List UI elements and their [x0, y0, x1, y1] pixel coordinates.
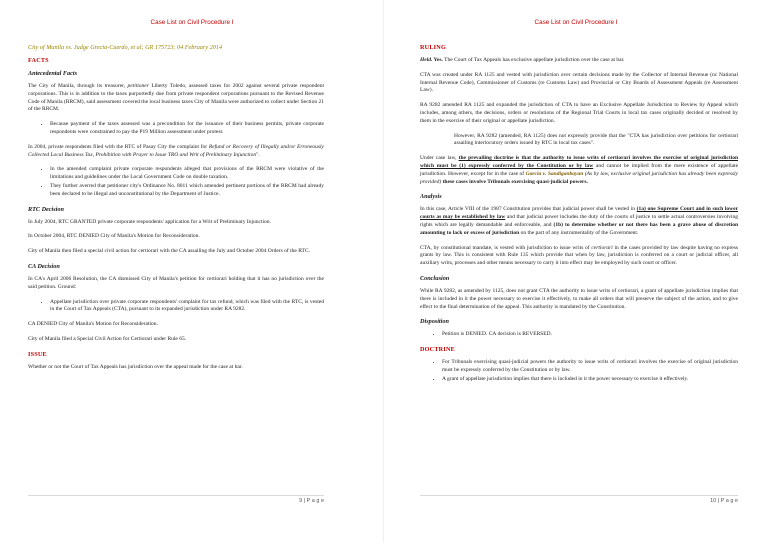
- analysis-paragraph-1: In this case, Article VIII of the 1987 Constitution provides that judicial power shall be vested in (1a) one Supreme Court and in such lower courts as may be established by law and that judicial power includes the duty of the courts of justice to settle actual controversies involving rights which are legally demandable and enforceable, and (1b) to determine whether or not there has been a grave abuse of discretion amounting to lack or excess of jurisdiction on the part of any instrumentality of the Government.: [420, 206, 739, 236]
- analysis-heading: Analysis: [420, 193, 442, 201]
- list-item: • A grant of appellate jurisdiction implies that there is included in it the power necessary to exercise it effectively.: [442, 376, 738, 384]
- held-paragraph: Held. Yes. The Court of Tax Appeals has exclusive appellate jurisdiction over the case at bar.: [420, 57, 625, 63]
- doctrine-list: [420, 359, 738, 383]
- facts-list-1: [28, 121, 324, 137]
- list-item: • Petition is DENIED. CA decision is REVERSED.: [442, 331, 738, 339]
- ca-paragraph-3: City of Manila filed a Special Civil Action for Certiorari under Rule 65.: [28, 335, 187, 342]
- ca-list: [28, 299, 324, 315]
- ruling-paragraph-1: CTA was created under RA 1125 and vested with jurisdiction over certain decisions made by the Collector of Internal Revenue (nc National Internal Revenue Code), Commissioner of Customs (re Customs Law) and Provincial or City Boards of Assessment Appeals (re Assessment Law).: [420, 71, 738, 94]
- ca-decision-heading: CA Decision: [28, 262, 60, 270]
- doctrine-heading: DOCTRINE: [420, 346, 455, 354]
- list-item: • In the amended complaint private corporate respondents alleged that provisions of the RRCM were violative of the limitations and guidelines under the Local Government Code on double taxation.: [50, 166, 324, 182]
- ca-paragraph-2: CA DENIED City of Manila's Motion for Reconsideration.: [28, 321, 158, 328]
- list-item: • They further averred that petitioner city's Ordinance No. 8011 which amended pertinent portions of the RRCM had already been declared to be illegal and unconstitutional by the Department of Justice.: [50, 183, 324, 199]
- rtc-decision-heading: RTC Decision: [28, 205, 64, 213]
- page-header: Case List on Civil Procedure I: [150, 19, 234, 26]
- antecedent-heading: Antecedental Facts: [28, 70, 77, 77]
- page-body: [420, 44, 738, 391]
- ruling-quote: However, RA 9282 (amended, RA 1125) does not expressly provide that the "CTA has jurisdiction over petitions for certiorari assailing interlocutory orders issued by RTC in local tax cases".: [454, 132, 738, 147]
- page-footer: 9 | P a g e: [28, 495, 324, 504]
- facts-heading: FACTS: [28, 57, 49, 64]
- ruling-paragraph-3: Under case law, the prevailing doctrine is that the authority to issue writs of certiorari involves the exercise of original jurisdiction which must be (1) expressly conferred by the Constitution or by law and cannot be implied from the mere existence of appellate jurisdiction. However, except for in the case of Garcia v. Sandiganbayan (As by law, exclusive original jurisdiction has already been expressly provided) these cases involve Tribunals exercising quasi-judicial powers.: [420, 155, 739, 185]
- facts-list-2: [28, 166, 324, 198]
- facts-paragraph-2: In 2004, private respondents filed with the RTC of Pasay City the complaint for Refund or Recovery of Illegally and/or Erroneously Collected Local Business Tax, Prohibition with Prayer to Issue TRO and Writ of Preliminary Injunction".: [28, 143, 325, 158]
- ca-paragraph-1: In CA's April 2006 Resolution, the CA dismissed City of Manila's petition for certiorari holding that it has no jurisdiction over the said petition. Ground:: [28, 275, 324, 290]
- issue-paragraph: Whether or not the Court of Tax Appeals has jurisdiction over the appeal made for the case at bar.: [28, 363, 243, 370]
- disposition-list: [420, 331, 738, 339]
- list-item: • Because payment of the taxes assessed was a precondition for the issuance of their business permits, private corporate respondents were constrained to pay the P19 Million assessment under protest.: [50, 121, 324, 137]
- disposition-heading: Disposition: [420, 318, 449, 326]
- list-item: • For Tribunals exercising quasi-judicial powers the authority to issue writs of certiorari involves the exercise of original jurisdiction must be expressly conferred by the Constitution or by law.: [442, 359, 738, 375]
- case-title: City of Manila vs. Judge Grecia-Cuerdo, et al; GR 175723; 04 February 2014: [28, 44, 223, 51]
- page-10: [384, 0, 768, 543]
- page-footer: 10 | P a g e: [420, 495, 738, 504]
- rtc-paragraph-1: In July 2004, RTC GRANTED private corporate respondents' application for a Writ of Preliminary Injunction.: [28, 218, 271, 225]
- ruling-paragraph-2: RA 9282 amended RA 1125 and expanded the jurisdiction of CTA to have an Exclusive Appellate Jurisdiction to Review by Appeal which includes, among others, the decisions, orders or resolutions of the Regional Trial Courts in local tax cases originally decided or resolved by them in the exercise of their original or appellate jurisdiction.: [420, 102, 738, 124]
- analysis-paragraph-2: CTA, by constitutional mandate, is vested with jurisdiction to issue writs of certiorari in the cases provided by law despite having no express grants by law. This is consistent with Rule 135 which provide that when by law, jurisdiction is conferred on a court or judicial officer, all auxiliary writs, processes and other means necessary to carry it into effect may be employed by such court or officer.: [420, 244, 739, 267]
- rtc-paragraph-2: In October 2004, RTC DENIED City of Manila's Motion for Reconsideration.: [28, 233, 200, 240]
- page-header: Case List on Civil Procedure I: [534, 19, 618, 26]
- conclusion-paragraph: While RA 9282, as amended by 1125, does not grant CTA the authority to issue writs of certiorari, a grant of appellate jurisdiction implies that there is included in it the power necessary to exercise it effectively, to make all orders that will preserve the subject of the action, and to give effect to the final determination of the appeal. This authority is mandated by the Constitution.: [420, 287, 738, 310]
- page-body: [28, 44, 324, 379]
- list-item: • Appellate jurisdiction over private corporate respondents' complaint for tax refund, which was filed with the RTC, is vested in the Court of Tax Appeals (CTA), pursuant to its expanded jurisdiction under RA 9282.: [50, 299, 324, 315]
- ruling-heading: RULING: [420, 44, 446, 51]
- rtc-paragraph-3: City of Manila then filed a special civil action for certiorari with the CA assailing the July and October 2004 Orders of the RTC.: [28, 248, 310, 255]
- conclusion-heading: Conclusion: [420, 274, 450, 282]
- facts-paragraph-1: The City of Manila, through its treasurer, petitioner Liberty Toledo, assessed taxes for 2002 against several private respondent corporations. This is in addition to the taxes purportedly due from private respondent corporations pursuant to the Revised Revenue Code of Manila (RRCM), said assessment covered the local business taxes City of Manila were authorized to collect under Section 21 of the RRCM.: [28, 83, 325, 113]
- issue-heading: ISSUE: [28, 350, 47, 358]
